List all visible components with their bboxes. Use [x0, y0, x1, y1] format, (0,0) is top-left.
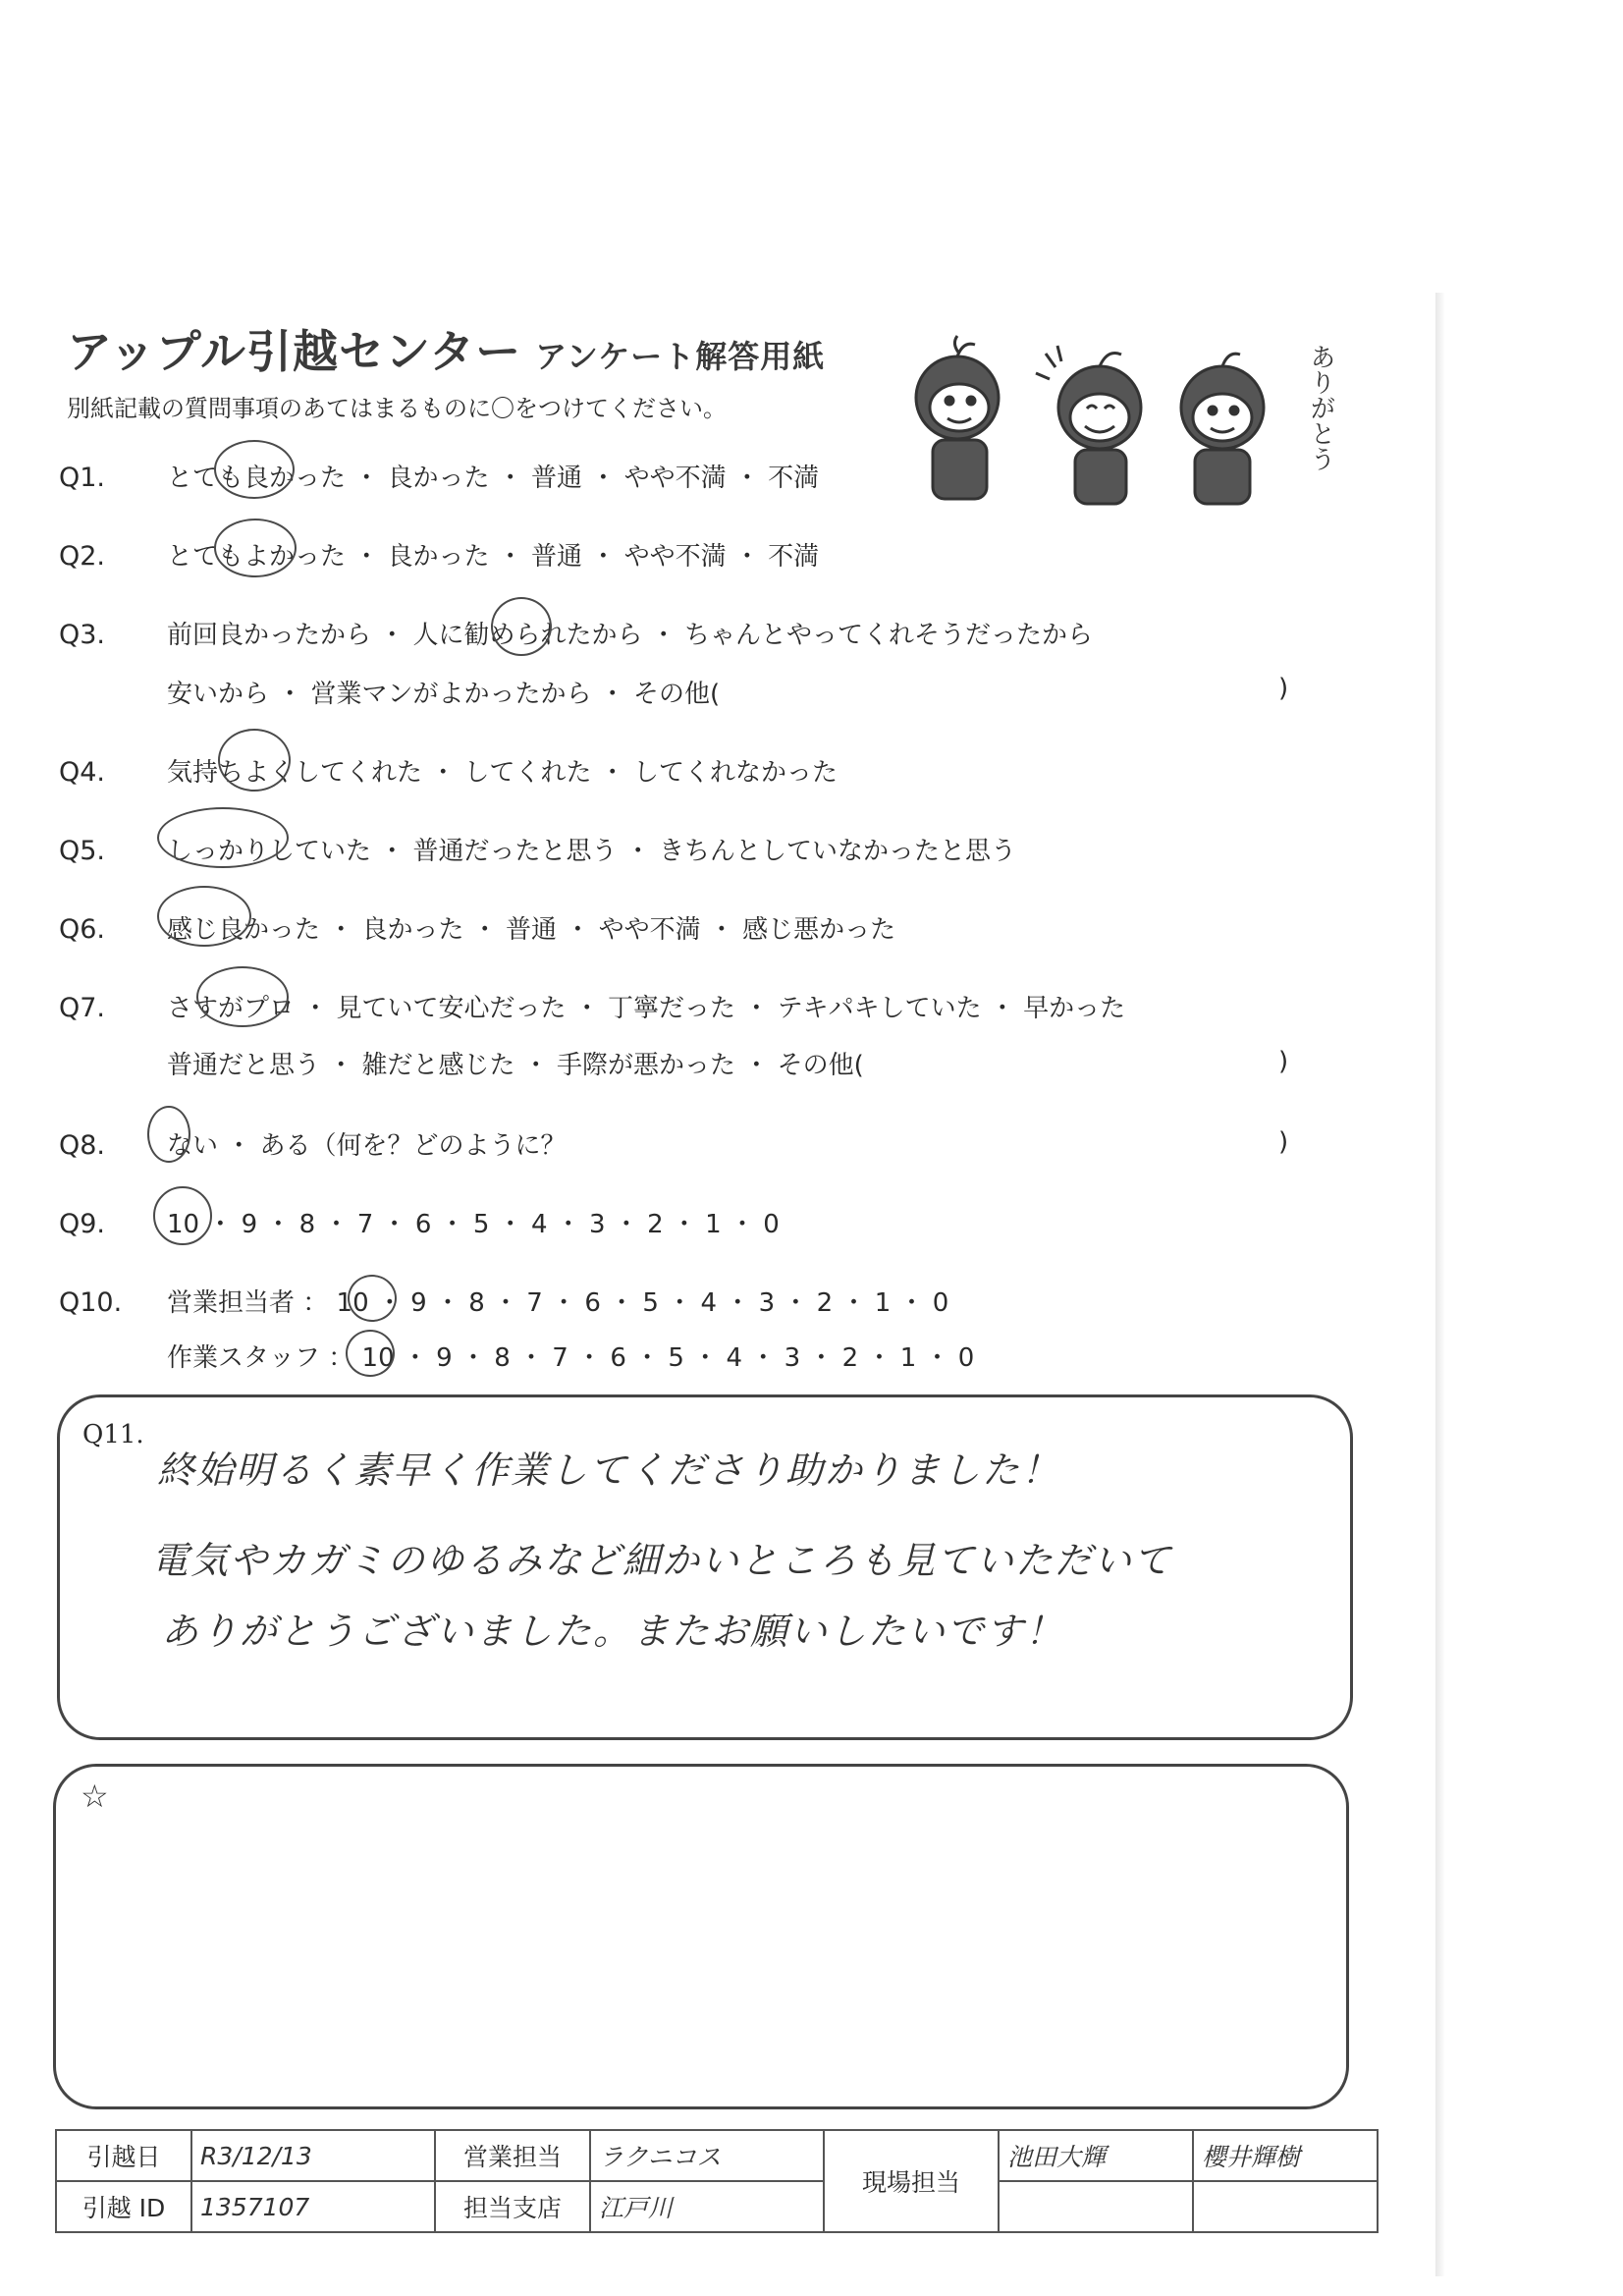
q11-comment-line3: ありがとうございました。またお願いしたいです！	[161, 1610, 1065, 1653]
question-q10: Q10. 営業担当者 ： 10 ・ 9 ・ 8 ・ 7 ・ 6 ・ 5 ・ 4 ・ 3 ・ 2 ・ 1 ・ 0	[59, 1283, 948, 1319]
q2-options[interactable]: とてもよかった ・ 良かった ・ 普通 ・ やや不満 ・ 不満	[167, 542, 820, 572]
q3-selected-circle	[491, 597, 552, 656]
monkey-mascots-illustration	[889, 324, 1350, 511]
branch-label: 担当支店	[435, 2181, 590, 2232]
star-remarks-box	[53, 1764, 1349, 2109]
thank-you-text: ありがとう	[1306, 344, 1335, 471]
site-staff-empty-1	[999, 2181, 1193, 2232]
form-instruction: 別紙記載の質問事項のあてはまるものに〇をつけてください。	[67, 395, 727, 422]
q7-close-paren: )	[1278, 1047, 1289, 1076]
question-q6: Q6. 感じ良かった ・ 良かった ・ 普通 ・ やや不満 ・ 感じ悪かった	[59, 909, 895, 946]
q6-options[interactable]: 感じ良かった ・ 良かった ・ 普通 ・ やや不満 ・ 感じ悪かった	[167, 915, 896, 945]
q8-selected-circle	[147, 1106, 190, 1163]
sales-rep-label: 営業担当	[435, 2130, 590, 2181]
q10-sales-selected-circle	[348, 1275, 397, 1322]
form-subtitle: アンケート解答用紙	[535, 338, 826, 375]
q5-selected-circle	[157, 807, 289, 868]
q10-staff-rating-options[interactable]: 作業スタッフ ： 10 ・ 9 ・ 8 ・ 7 ・ 6 ・ 5 ・ 4 ・ 3 ・ 2 ・ 1 ・ 0	[167, 1343, 975, 1373]
q8-options[interactable]: ない ・ ある（何を？どのように？	[167, 1131, 567, 1161]
q4-options[interactable]: 気持ちよくしてくれた ・ してくれた ・ してくれなかった	[167, 758, 839, 788]
site-staff-1: 池田大輝	[999, 2130, 1193, 2181]
q2-selected-circle	[214, 519, 297, 577]
q1-selected-circle	[214, 440, 295, 499]
site-staff-label: 現場担当	[824, 2130, 999, 2232]
q3-close-paren: )	[1278, 674, 1289, 703]
move-id-label: 引越 ID	[56, 2181, 191, 2232]
q1-options[interactable]: とても良かった ・ 良かった ・ 普通 ・ やや不満 ・ 不満	[167, 464, 820, 493]
q11-label: Q11.	[82, 1420, 144, 1449]
q5-options[interactable]: しっかりしていた ・ 普通だったと思う ・ きちんとしていなかったと思う	[167, 837, 1017, 866]
question-q9: Q9. 10 ・ 9 ・ 8 ・ 7 ・ 6 ・ 5 ・ 4 ・ 3 ・ 2 ・ 1 ・ 0	[59, 1204, 780, 1240]
q4-selected-circle	[218, 729, 291, 792]
q8-close-paren: )	[1278, 1127, 1289, 1157]
q3-options-line2[interactable]: 安いから ・ 営業マンがよかったから ・ その他(	[167, 680, 721, 709]
site-staff-empty-2	[1193, 2181, 1378, 2232]
move-id-value: 1357107	[191, 2181, 435, 2232]
branch-value: 江戸川	[590, 2181, 824, 2232]
question-q2: Q2. とてもよかった ・ 良かった ・ 普通 ・ やや不満 ・ 不満	[59, 536, 819, 573]
question-q3: Q3. 前回良かったから ・ 人に勧められたから ・ ちゃんとやってくれそうだったから	[59, 615, 1093, 651]
q10-sales-rating-options[interactable]: 営業担当者 ： 10 ・ 9 ・ 8 ・ 7 ・ 6 ・ 5 ・ 4 ・ 3 ・ 2 ・ 1 ・ 0	[167, 1288, 949, 1318]
q6-selected-circle	[157, 886, 251, 947]
q9-selected-circle	[153, 1186, 212, 1245]
question-q1: Q1. とても良かった ・ 良かった ・ 普通 ・ やや不満 ・ 不満	[59, 458, 819, 494]
question-q8: Q8. ない ・ ある（何を？どのように？	[59, 1125, 567, 1162]
form-header	[67, 316, 825, 423]
form-title: アップル引越センター アンケート解答用紙	[67, 325, 826, 378]
q11-comment-line2: 電気やカガミのゆるみなど細かいところも見ていただいて	[151, 1539, 1173, 1582]
paper-edge-shadow	[1435, 293, 1445, 2276]
q11-comment-line1: 終始明るく素早く作業してくださり助かりました！	[157, 1449, 1061, 1492]
q10-staff-selected-circle	[346, 1330, 395, 1377]
sales-rep-value: ラクニコス	[590, 2130, 824, 2181]
q3-options[interactable]: 前回良かったから ・ 人に勧められたから ・ ちゃんとやってくれそうだったから	[167, 621, 1094, 650]
footer-info-table	[55, 2129, 1379, 2233]
q7-options[interactable]: さすがプロ ・ 見ていて安心だった ・ 丁寧だった ・ テキパキしていた ・ 早かった	[167, 994, 1126, 1023]
move-date-value: R3/12/13	[191, 2130, 435, 2181]
q9-rating-options[interactable]: 10 ・ 9 ・ 8 ・ 7 ・ 6 ・ 5 ・ 4 ・ 3 ・ 2 ・ 1 ・ 0	[167, 1210, 780, 1239]
move-date-label: 引越日	[56, 2130, 191, 2181]
star-icon: ☆	[81, 1777, 109, 1815]
q7-options-line2[interactable]: 普通だと思う ・ 雑だと感じた ・ 手際が悪かった ・ その他(	[167, 1051, 864, 1080]
question-q5: Q5. しっかりしていた ・ 普通だったと思う ・ きちんとしていなかったと思う	[59, 831, 1016, 867]
q7-selected-circle	[196, 966, 289, 1027]
question-q4: Q4. 気持ちよくしてくれた ・ してくれた ・ してくれなかった	[59, 752, 838, 789]
monkey-mascot-left	[916, 336, 999, 499]
monkey-mascot-right	[1181, 354, 1264, 504]
site-staff-2: 櫻井輝樹	[1193, 2130, 1378, 2181]
question-q7: Q7. さすがプロ ・ 見ていて安心だった ・ 丁寧だった ・ テキパキしていた ・ 早かった	[59, 988, 1125, 1024]
monkey-mascot-center	[1036, 346, 1141, 504]
